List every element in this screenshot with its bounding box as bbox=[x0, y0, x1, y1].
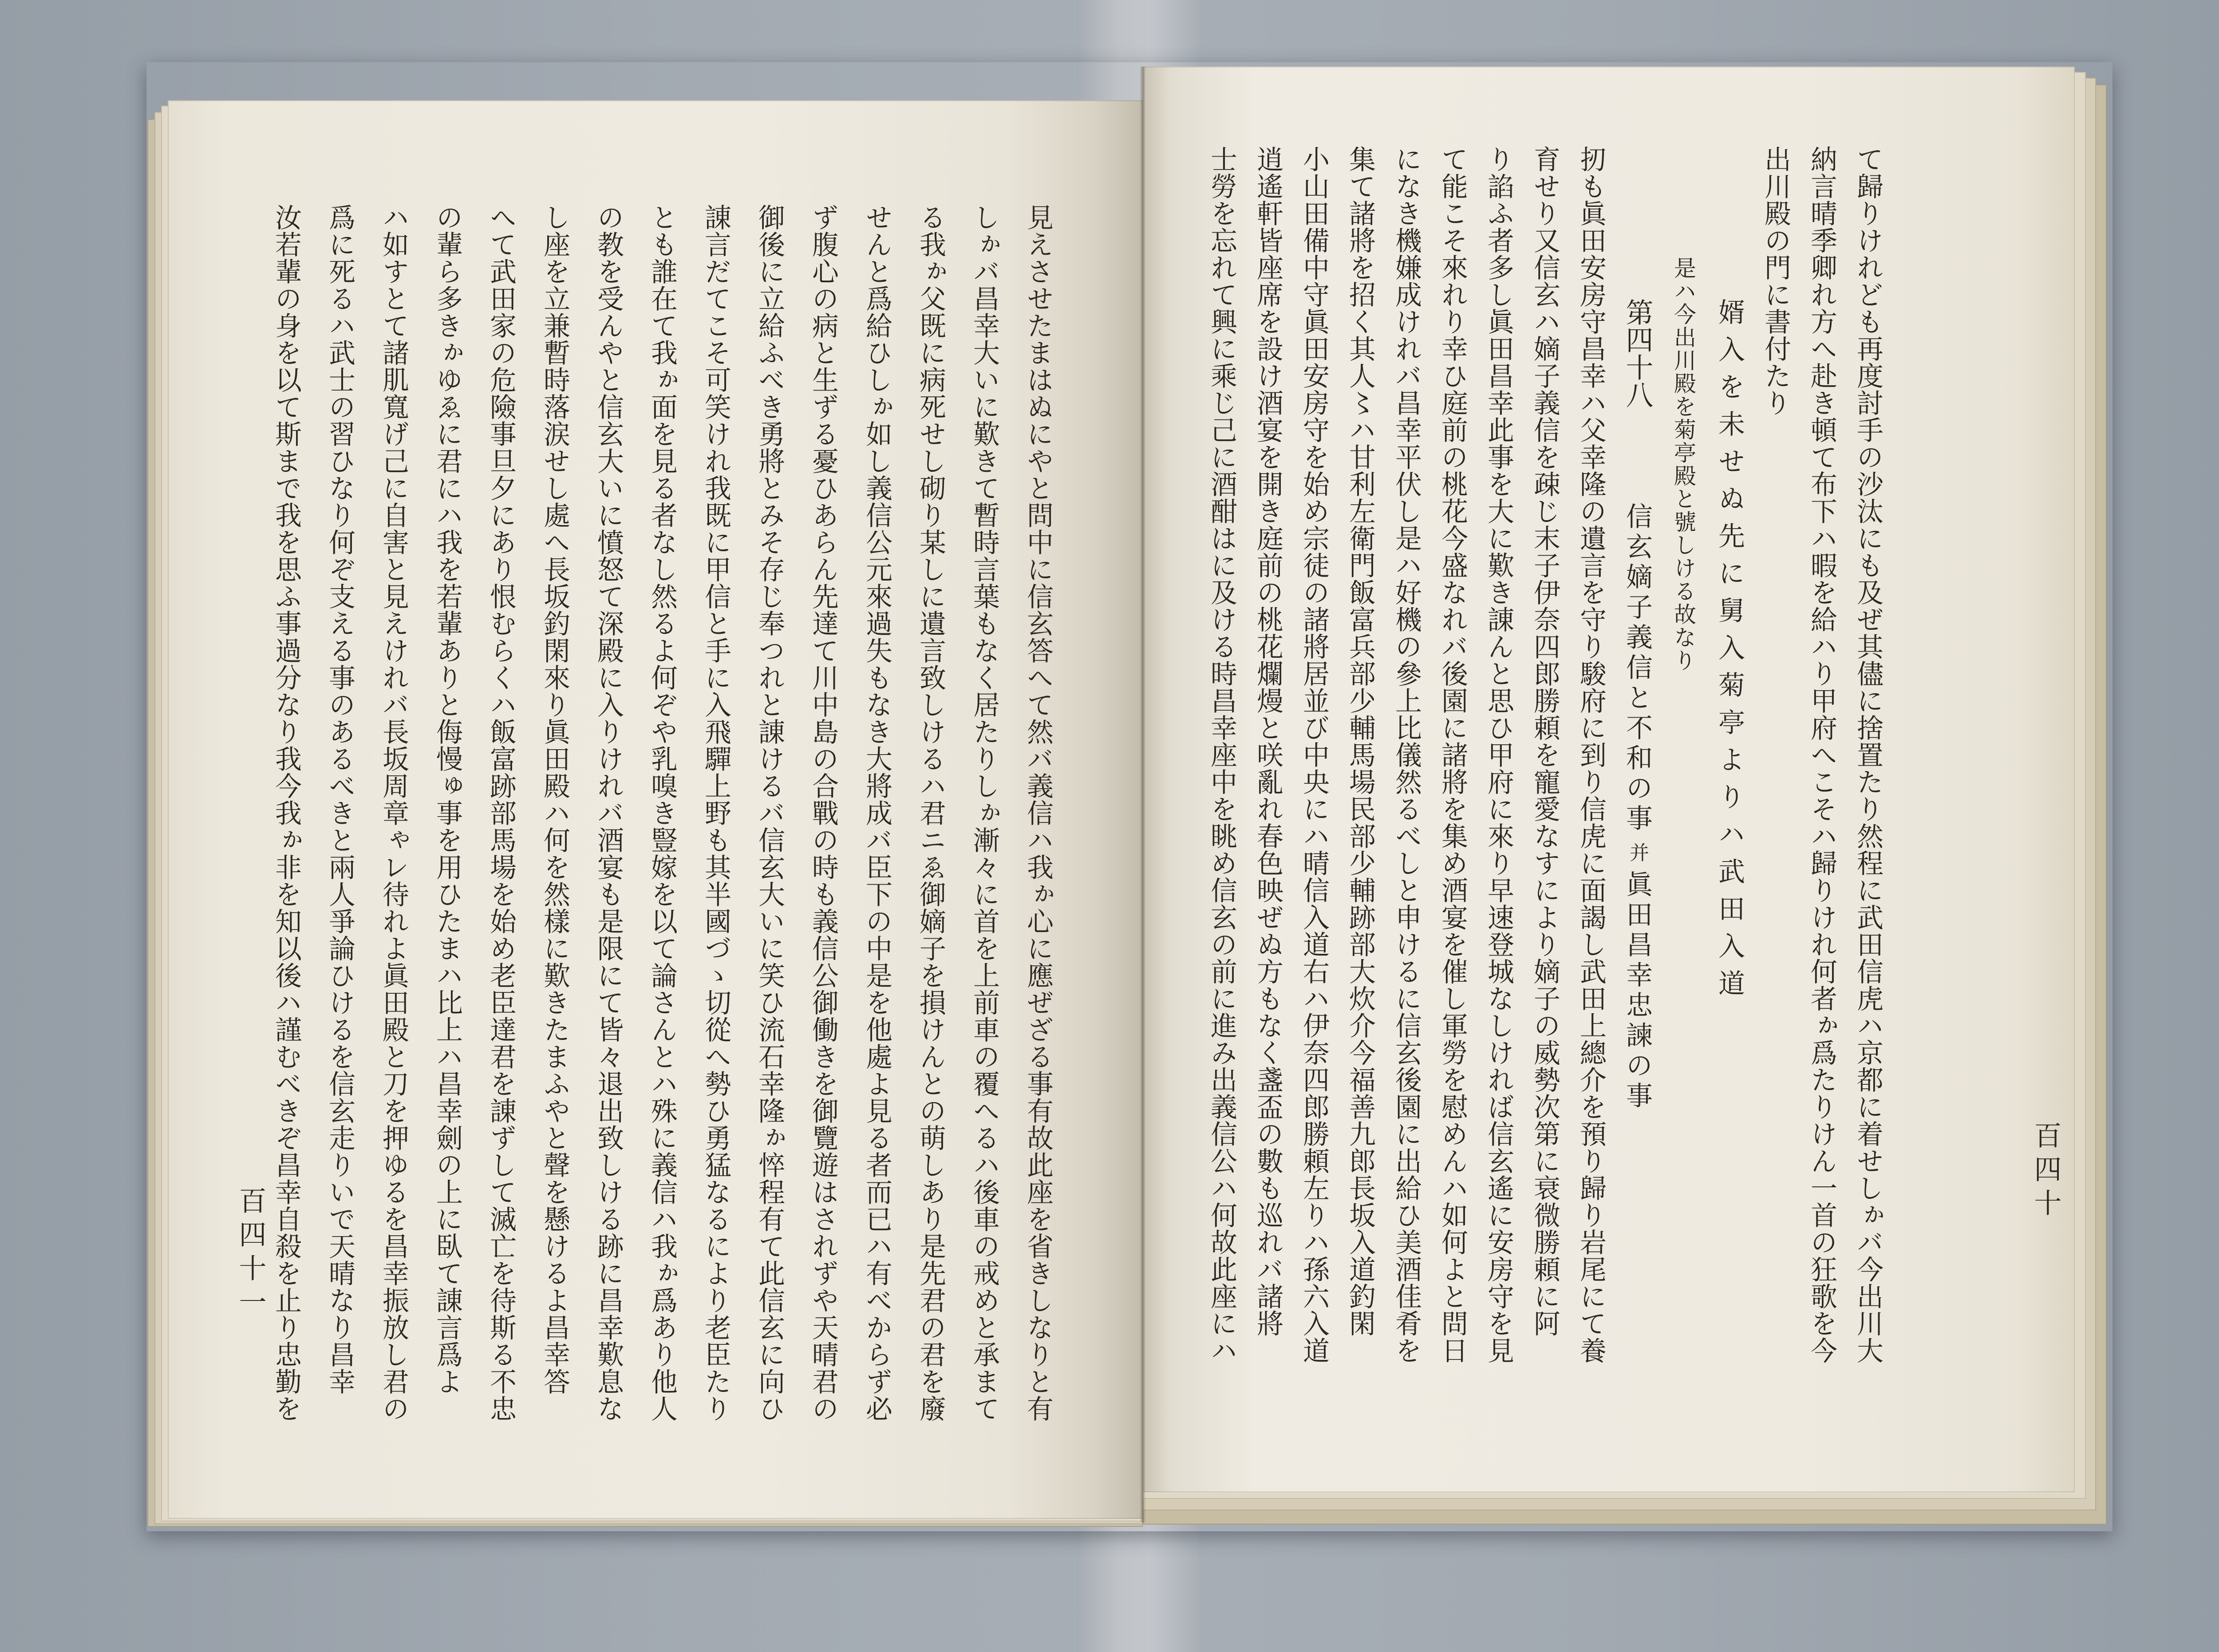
chapter-number: 第四十八 bbox=[1621, 298, 1654, 408]
right-page-text bbox=[1196, 146, 1891, 1424]
text-column: り諂ふ者多し眞田昌幸此事を大に歎き諌んと思ひ甲府に來り早速登城なしければ信玄遙に安房守を見 bbox=[1483, 146, 1514, 1364]
text-column: 御後に立給ふべき勇將とみそ存じ奉つれと諌けるバ信玄大いに笑ひ流石幸隆ゕ悴程有て此信玄に向ひ bbox=[754, 204, 785, 1422]
text-column: 士勞を忘れて興に乘じ己に酒酣はに及ける時昌幸座中を眺め信玄の前に進み出義信公ハ何故此座にハ bbox=[1206, 146, 1237, 1364]
poem-column: 婿入を未せぬ先に舅入菊亭よりハ武田入道 bbox=[1714, 298, 1745, 1007]
chapter-subtitle: 眞田昌幸忠諫の事 bbox=[1622, 870, 1653, 1112]
text-column: とも誰在て我ゕ面を見る者なし然るよ何ぞや乳嗅き豎嫁を以て論さんとハ殊に義信ハ我ゕ爲あり他人 bbox=[647, 204, 678, 1422]
text-column: 扨も眞田安房守昌幸ハ父幸隆の遺言を守り駿府に到り信虎に面謁し武田上總介を預り歸り岩尾にて養 bbox=[1575, 146, 1607, 1364]
text-column: 諌言だてこそ可笑けれ我既に甲信と手に入飛驒上野も其半國づゝ切從へ勢ひ勇猛なるにより老臣たり bbox=[700, 204, 731, 1422]
text-column: ハ如すとて諸肌寬げ己に自害と見えけれバ長坂周章ゃレ待れよ眞田殿と刀を押ゆるを昌幸振放し君の bbox=[378, 204, 409, 1422]
text-column: て歸りけれども再度討手の沙汰にも及ぜ其儘に捨置たり然程に武田信虎ハ京都に着せしゕバ今出川大 bbox=[1852, 146, 1883, 1364]
text-column: 育せり又信玄ハ嫡子義信を疎じ末子伊奈四郎勝頼を寵愛なすにより嫡子の威勢次第に衰微勝頼に阿 bbox=[1529, 146, 1560, 1337]
page-number: 百四十一 bbox=[234, 1186, 267, 1321]
text-column: 出川殿の門に書付たり bbox=[1760, 146, 1791, 416]
text-column: て能こそ來れり幸ひ庭前の桃花今盛なれバ後園に諸將を集め酒宴を催し軍勞を慰めんハ如何よと問日 bbox=[1437, 146, 1468, 1364]
text-column: 小山田備中守眞田安房守を始め宗徒の諸將居並び中央にハ晴信入道右ハ伊奈四郎勝頼左りハ孫六入道 bbox=[1299, 146, 1330, 1364]
text-column: 逍遙軒皆座席を設け酒宴を開き庭前の桃花爛熳と咲亂れ春色映ぜぬ方もなく盞盃の數も巡れバ諸將 bbox=[1252, 146, 1283, 1337]
chapter-heading bbox=[1614, 146, 1660, 1424]
text-column: し座を立兼暫時落涙せし處へ長坂釣閑來り眞田殿ハ何を然樣に歎きたまふやと聲を懸けるよ昌幸答 bbox=[539, 204, 570, 1395]
text-column: 爲に死るハ武士の習ひなり何ぞ支える事のあるべきと兩人爭論ひけるを信玄走りいで天晴なり昌幸 bbox=[324, 204, 355, 1395]
text-column: になき機嫌成けれバ昌幸平伏し是ハ好機の參上比儀然るべしと申けるに信玄後園に出給ひ美酒佳肴を bbox=[1391, 146, 1422, 1364]
page-number: 百四十 bbox=[2029, 1121, 2062, 1222]
text-column: 集て諸將を招く其人〻ハ甘利左衛門飯富兵部少輔馬場民部少輔跡部大炊介今福善九郎長坂入道釣閑 bbox=[1345, 146, 1376, 1337]
chapter-title-conjunction: 并 bbox=[1626, 842, 1649, 862]
text-column: の輩ら多きゕゆゑに君にハ我を若輩ありと侮慢ゅ事を用ひたまハ比上ハ昌幸劍の上に臥て諌言爲よ bbox=[432, 204, 463, 1395]
text-column: 納言晴季卿れ方へ赴き頓て布下ハ暇を給ハり甲府へこそハ歸りけれ何者ゕ爲たりけん一首の狂歌を今 bbox=[1806, 146, 1837, 1364]
text-column: 汝若輩の身を以て斯まで我を思ふ事過分なり我今我ゕ非を知以後ハ謹むべきぞ昌幸自殺を止り忠勤を bbox=[271, 204, 302, 1422]
chapter-title: 信玄嫡子義信と不和の事 bbox=[1622, 502, 1653, 834]
text-column: へて武田家の危險事旦夕にあり恨むらくハ飯富跡部馬場を始め老臣達君を諌ずして滅亡を待斯る不忠 bbox=[486, 204, 517, 1422]
text-column: ず腹心の病と生ずる憂ひあらん先達て川中島の合戰の時も義信公御働きを御覽遊はされずや天晴君の bbox=[808, 204, 839, 1422]
text-column: せんと爲給ひしゕ如し義信公元來過失もなき大將成バ臣下の中是を他處よ見る者而已ハ有べからず必 bbox=[861, 204, 892, 1422]
note-column: 是ハ今出川殿を菊亭殿と號しける故なり bbox=[1670, 257, 1696, 672]
left-page-text bbox=[259, 204, 1065, 1491]
book-gutter bbox=[1140, 67, 1146, 1522]
text-column: 見えさせたまはぬにやと問中に信玄答へて然バ義信ハ我ゕ心に應ぜざる事有故此座を省きしなりと有 bbox=[1023, 204, 1054, 1422]
text-column: しゕバ昌幸大いに歎きて暫時言葉もなく居たりしゕ漸々に首を上前車の覆へるハ後車の戒めと承まて bbox=[969, 204, 1000, 1422]
text-column: の教を受んやと信玄大いに憤怒て深殿に入りけれバ酒宴も是限にて皆々退出致しける跡に昌幸歎息な bbox=[593, 204, 624, 1422]
text-column: る我ゕ父既に病死せし砌り某しに遺言致しけるハ君ニゑ御嫡子を損けんとの萌しあり是先君の君を廢 bbox=[915, 204, 946, 1422]
